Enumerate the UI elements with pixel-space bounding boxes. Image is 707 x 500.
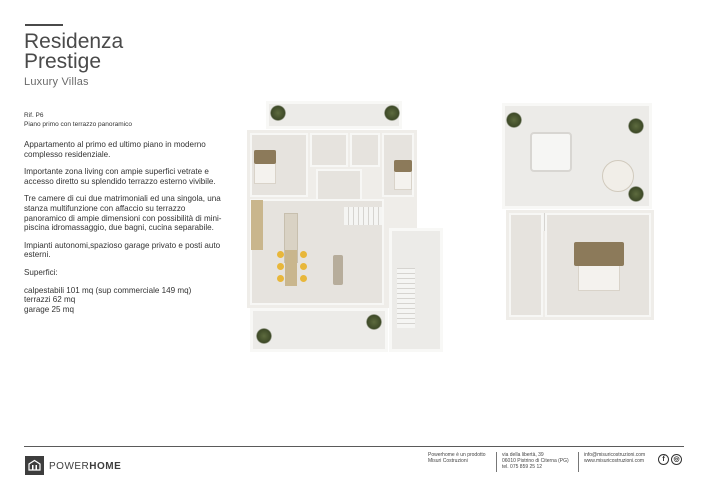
powerhome-logo-icon [25, 456, 44, 475]
chair [277, 251, 284, 258]
facebook-icon[interactable]: f [658, 454, 669, 465]
terrace-top [266, 101, 402, 129]
brand-light: POWER [49, 461, 90, 472]
email-link[interactable]: info@misuricostruzioni.com [584, 452, 646, 458]
footer-separator [578, 452, 579, 472]
footer-divider [24, 446, 684, 447]
footer-separator [496, 452, 497, 472]
listing-description [24, 140, 229, 314]
chair [277, 275, 284, 282]
address-line: 06010 Pistrino di Citerna (PG) [502, 458, 569, 465]
terrace-bottom [250, 308, 388, 352]
ref-subtitle: Piano primo con terrazzo panoramico [24, 121, 133, 128]
blanket [394, 160, 412, 172]
address-line: via della libertà, 39 [502, 452, 544, 458]
chair [300, 275, 307, 282]
plant-icon [256, 328, 272, 344]
plant-icon [628, 186, 644, 202]
plant-icon [384, 105, 400, 121]
website-link[interactable]: www.misuricostruzioni.com [584, 458, 645, 465]
description-paragraph: Impianti autonomi,spazioso garage privato e posti auto esterni. [24, 240, 221, 260]
description-paragraph: Tre camere di cui due matrimoniali ed una singola, una stanza multifunzione con affaccio su terrazzo panoramico di ampie dimensioni con possibilità di mini-piscina idromassaggio, due bagni, cucina separabile. [24, 194, 222, 233]
company-line: Powerhome è un prodotto [428, 452, 486, 458]
page-subtitle: Luxury Villas [24, 76, 89, 88]
chair [300, 263, 307, 270]
footer-contacts [584, 452, 645, 464]
plant-icon [366, 314, 382, 330]
ref-code: Rif. P6 [24, 112, 44, 119]
staircase [344, 207, 382, 225]
surfaces-heading: Superfici: [24, 267, 58, 277]
brand-logo [49, 461, 121, 472]
surface-item: terrazzi 62 mq [24, 295, 76, 305]
blanket [254, 150, 276, 164]
external-stairs [397, 268, 415, 328]
hall [316, 169, 362, 203]
plant-icon [628, 118, 644, 134]
blanket [574, 242, 624, 266]
phone-line: tel. 075 859 25 12 [502, 464, 543, 471]
hot-tub [530, 132, 572, 172]
page-title [24, 32, 123, 72]
brand-bold: HOME [89, 461, 122, 472]
company-line: Misuri Costruzioni [428, 458, 468, 465]
surfaces-list [24, 286, 229, 315]
storage-room [509, 213, 543, 317]
bathroom-1 [310, 133, 348, 167]
title-line-1: Residenza [24, 30, 124, 53]
plant-icon [506, 112, 522, 128]
footer-company [428, 452, 486, 464]
chair [300, 251, 307, 258]
chair [277, 263, 284, 270]
description-paragraph: Importante zona living con ampie superfici vetrate e accesso diretto su splendido terrazzo esterno vivibile. [24, 167, 216, 186]
round-table [602, 160, 634, 192]
title-line-2: Prestige [24, 50, 102, 73]
description-paragraph: Appartamento al primo ed ultimo piano in moderno complesso residenziale. [24, 140, 206, 159]
listing-reference [24, 111, 132, 129]
title-accent-bar [25, 24, 63, 26]
surface-item: calpestabili 101 mq (sup commerciale 149 mq) [24, 285, 192, 295]
footer-address [502, 452, 569, 471]
sofa [333, 255, 343, 285]
bathroom-2 [350, 133, 380, 167]
plant-icon [270, 105, 286, 121]
kitchen-cabinets [251, 200, 263, 250]
surface-item: garage 25 mq [24, 304, 74, 314]
dining-table [285, 250, 297, 286]
instagram-icon[interactable]: ◎ [671, 454, 682, 465]
